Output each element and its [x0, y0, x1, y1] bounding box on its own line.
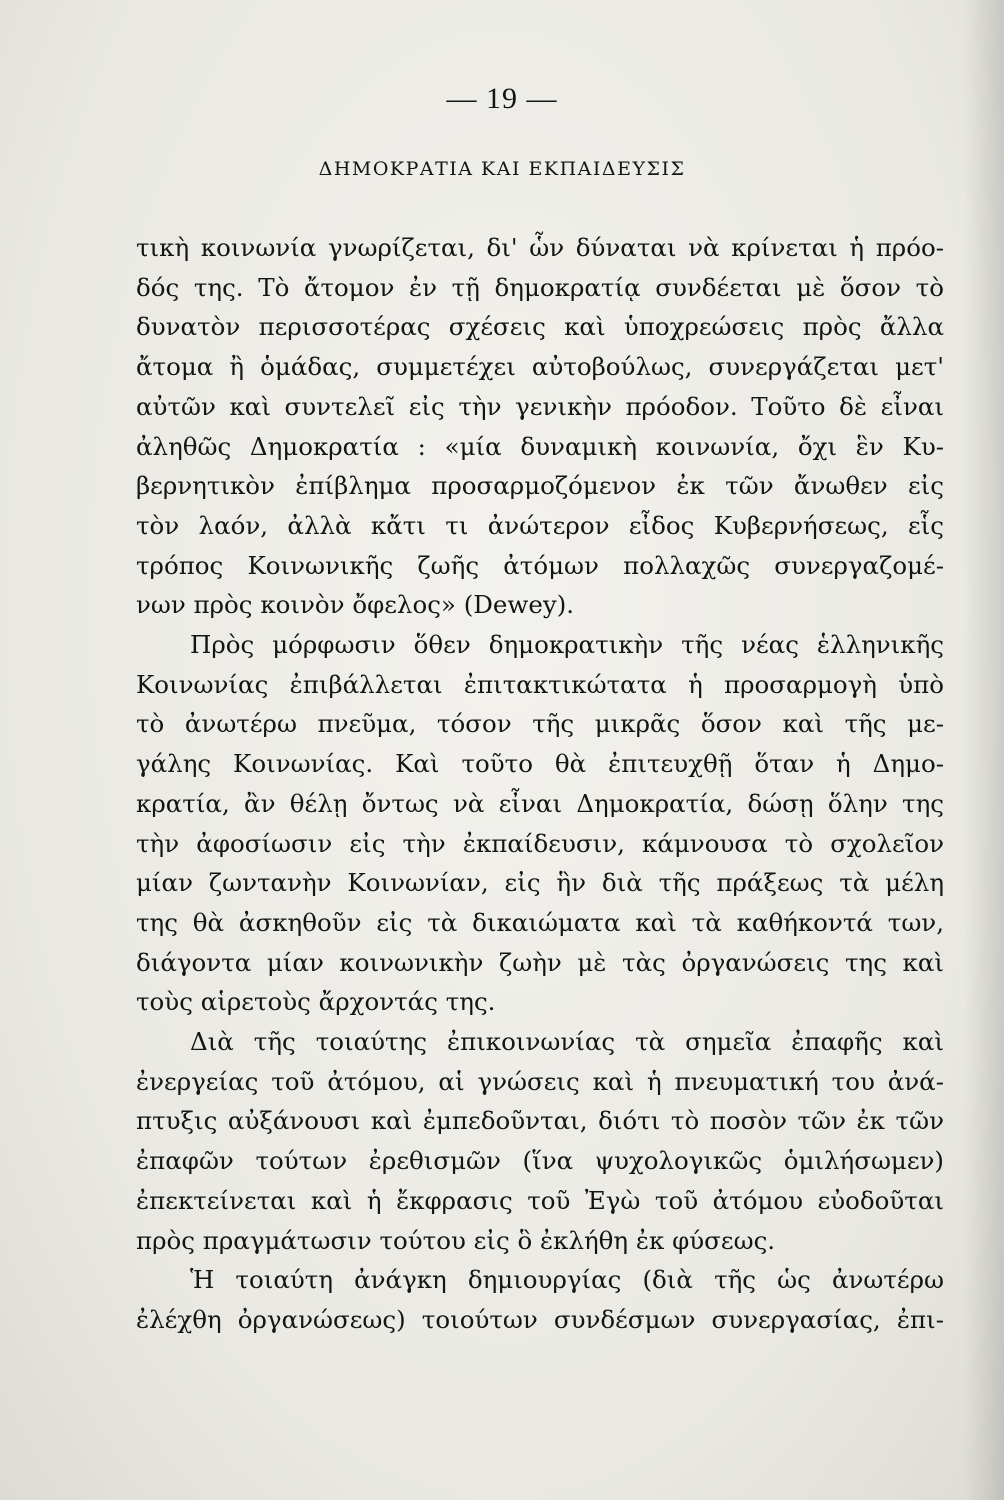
text-line: τὸ ἀνωτέρω πνεῦμα, τόσον τῆς μικρᾶς ὅσον καὶ τῆς με-	[136, 709, 944, 739]
text-line: Ἡ τοιαύτη ἀνάγκη δημιουργίας (διὰ τῆς ὡς ἀνωτέρω	[190, 1265, 944, 1295]
text-line: ἀληθῶς Δημοκρατία : «μία δυναμικὴ κοινωνία, ὄχι ἓν Κυ-	[136, 431, 944, 461]
text-line: γάλης Κοινωνίας. Καὶ τοῦτο θὰ ἐπιτευχθῇ ὅταν ἡ Δημο-	[136, 749, 944, 779]
page-number: — 19 —	[446, 82, 558, 115]
text-line: Πρὸς μόρφωσιν ὅθεν δημοκρατικὴν τῆς νέας ἑλληνικῆς	[190, 630, 944, 660]
text-line: τὸν λαόν, ἀλλὰ κἄτι τι ἀνώτερον εἶδος Κυβερνήσεως, εἷς	[136, 510, 944, 540]
page-edge-shadow	[964, 0, 1004, 1500]
text-line: πτυξις αὐξάνουσι καὶ ἐμπεδοῦνται, διότι τὸ ποσὸν τῶν ἐκ τῶν	[136, 1106, 944, 1136]
running-title: ΔΗΜΟΚΡΑΤΙΑ ΚΑΙ ΕΚΠΑΙΔΕΥΣΙΣ	[318, 158, 686, 180]
text-line: ἐπεκτείνεται καὶ ἡ ἔκφρασις τοῦ Ἐγὼ τοῦ ἀτόμου εὐοδοῦται	[136, 1185, 944, 1215]
text-line: Κοινωνίας ἐπιβάλλεται ἐπιτακτικώτατα ἡ προσαρμογὴ ὑπὸ	[136, 669, 944, 699]
text-line: δός της. Τὸ ἄτομον ἐν τῇ δημοκρατίᾳ συνδέεται μὲ ὅσον τὸ	[136, 272, 944, 302]
text-line: δυνατὸν περισσοτέρας σχέσεις καὶ ὑποχρεώσεις πρὸς ἄλλα	[136, 312, 944, 342]
text-line: κρατία, ἂν θέλῃ ὄντως νὰ εἶναι Δημοκρατία, δώσῃ ὅλην της	[136, 788, 944, 818]
text-line: τοὺς αἱρετοὺς ἄρχοντάς της.	[136, 987, 496, 1017]
text-line: διάγοντα μίαν κοινωνικὴν ζωὴν μὲ τὰς ὀργανώσεις της καὶ	[136, 947, 944, 977]
text-line: νων πρὸς κοινὸν ὄφελος» (Dewey).	[136, 590, 575, 620]
text-line: αὐτῶν καὶ συντελεῖ εἰς τὴν γενικὴν πρόοδον. Τοῦτο δὲ εἶναι	[136, 391, 944, 421]
text-line: Διὰ τῆς τοιαύτης ἐπικοινωνίας τὰ σημεῖα ἐπαφῆς καὶ	[190, 1027, 944, 1057]
text-line: ἐλέχθη ὀργανώσεως) τοιούτων συνδέσμων συνεργασίας, ἐπι-	[136, 1304, 944, 1334]
text-line: τρόπος Κοινωνικῆς ζωῆς ἀτόμων πολλαχῶς συνεργαζομέ-	[136, 550, 944, 580]
text-line: ἄτομα ἢ ὁμάδας, συμμετέχει αὐτοβούλως, συνεργάζεται μετ'	[136, 352, 944, 382]
text-line: τὴν ἀφοσίωσιν εἰς τὴν ἐκπαίδευσιν, κάμνουσα τὸ σχολεῖον	[136, 828, 944, 858]
text-line: ἐπαφῶν τούτων ἐρεθισμῶν (ἵνα ψυχολογικῶς ὁμιλήσωμεν)	[136, 1146, 944, 1176]
text-line: της θὰ ἀσκηθοῦν εἰς τὰ δικαιώματα καὶ τὰ καθήκοντά των,	[136, 907, 944, 937]
text-line: βερνητικὸν ἐπίβλημα προσαρμοζόμενον ἐκ τῶν ἄνωθεν εἰς	[136, 471, 944, 501]
text-line: πρὸς πραγμάτωσιν τούτου εἰς ὃ ἐκλήθη ἐκ φύσεως.	[136, 1225, 776, 1255]
body-text	[136, 228, 944, 1340]
text-line: τικὴ κοινωνία γνωρίζεται, δι' ὧν δύναται νὰ κρίνεται ἡ πρόο-	[136, 233, 944, 262]
text-line: μίαν ζωντανὴν Κοινωνίαν, εἰς ἣν διὰ τῆς πράξεως τὰ μέλη	[136, 868, 944, 898]
text-line: ἐνεργείας τοῦ ἀτόμου, αἱ γνώσεις καὶ ἡ πνευματική του ἀνά-	[136, 1066, 944, 1096]
